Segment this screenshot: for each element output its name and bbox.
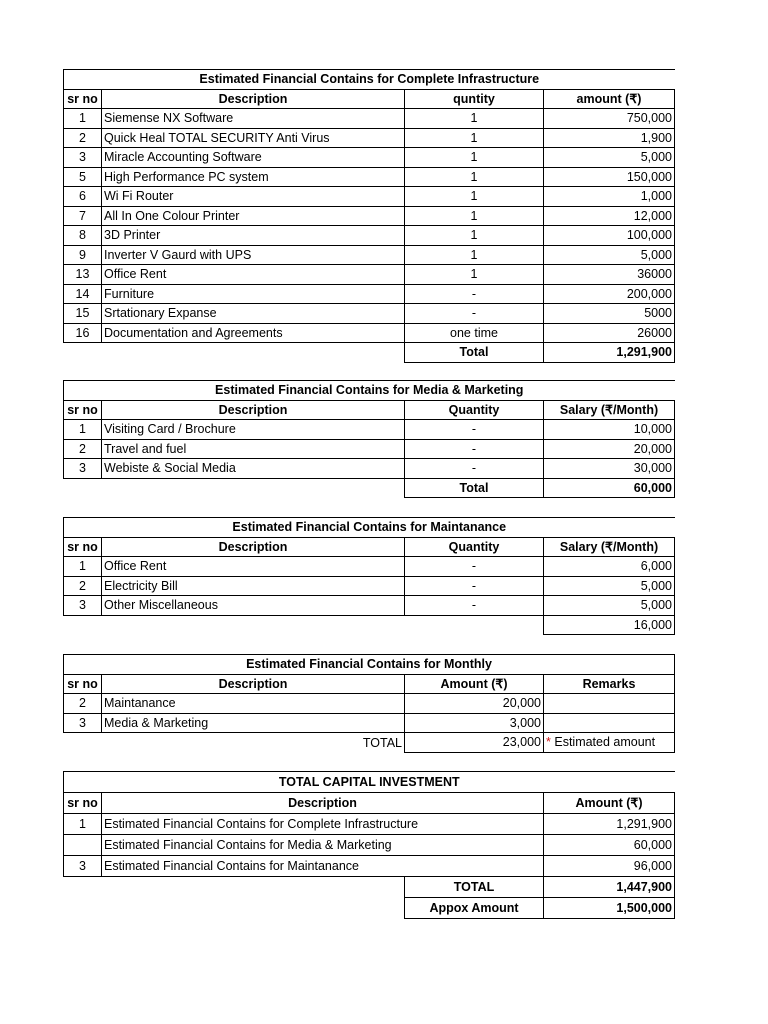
cell-sr-no: 2 [64,439,102,459]
cell-sr-no: 3 [64,713,102,733]
cell-amount: 200,000 [544,284,675,304]
col-header-sr-no: sr no [64,793,102,814]
cell-description: Miracle Accounting Software [102,148,405,168]
col-header-description: Description [102,400,405,420]
table-row [64,304,675,324]
cell-sr-no: 7 [64,206,102,226]
cell-sr-no: 3 [64,148,102,168]
cell-quantity: 1 [405,245,544,265]
table-row [64,420,675,440]
cell-amount: 100,000 [544,226,675,246]
total-value: 1,291,900 [544,343,675,363]
table-row [64,713,675,733]
col-header-amount: Amount (₹) [544,793,675,814]
cell-sr-no: 1 [64,814,102,835]
cell-amount: 1,900 [544,128,675,148]
maintenance-table [63,517,675,635]
cell-amount: 20,000 [405,694,544,714]
cell-amount: 1,291,900 [544,814,675,835]
cell-quantity: one time [405,323,544,343]
cell-description: Travel and fuel [102,439,405,459]
cell-sr-no: 3 [64,856,102,877]
cell-amount: 3,000 [405,713,544,733]
table-row [64,459,675,479]
cell-sr-no [64,835,102,856]
maintenance-title: Estimated Financial Contains for Maintanance [64,518,675,538]
cell-sr-no: 13 [64,265,102,285]
cell-description: Estimated Financial Contains for Maintanance [102,856,544,877]
table-row [64,109,675,129]
cell-quantity: - [405,459,544,479]
cell-amount: 26000 [544,323,675,343]
cell-salary: 10,000 [544,420,675,440]
cell-salary: 5,000 [544,576,675,596]
cell-salary: 6,000 [544,557,675,577]
cell-amount: 5,000 [544,245,675,265]
cell-sr-no: 1 [64,109,102,129]
cell-description: Office Rent [102,557,405,577]
total-value: 16,000 [544,615,675,635]
infrastructure-title: Estimated Financial Contains for Complete Infrastructure [64,70,675,90]
cell-quantity: 1 [405,167,544,187]
capital-investment-table [63,771,675,919]
cell-quantity: 1 [405,148,544,168]
media-marketing-table [63,380,675,498]
total-remark: Estimated amount [554,735,656,750]
col-header-sr-no: sr no [64,400,102,420]
cell-amount: 5000 [544,304,675,324]
cell-description: Estimated Financial Contains for Media & Marketing [102,835,544,856]
table-row [64,323,675,343]
total-label: Total [405,478,544,498]
col-header-sr-no: sr no [64,89,102,109]
table-row [64,576,675,596]
capital-investment-title: TOTAL CAPITAL INVESTMENT [64,772,675,793]
cell-sr-no: 2 [64,128,102,148]
cell-description: High Performance PC system [102,167,405,187]
cell-remarks [544,713,675,733]
cell-quantity: 1 [405,206,544,226]
cell-description: Documentation and Agreements [102,323,405,343]
table-row [64,856,675,877]
cell-quantity: 1 [405,187,544,207]
cell-description: 3D Printer [102,226,405,246]
total-remark-cell [544,733,675,753]
table-row [64,814,675,835]
table-row [64,284,675,304]
approx-amount-label: Appox Amount [405,898,544,919]
cell-remarks [544,694,675,714]
cell-amount: 36000 [544,265,675,285]
cell-sr-no: 6 [64,187,102,207]
total-label: Total [405,343,544,363]
col-header-description: Description [102,674,405,694]
cell-sr-no: 5 [64,167,102,187]
cell-quantity: 1 [405,128,544,148]
cell-sr-no: 9 [64,245,102,265]
cell-quantity: 1 [405,265,544,285]
cell-salary: 5,000 [544,596,675,616]
table-row [64,694,675,714]
total-value: 1,447,900 [544,877,675,898]
cell-amount: 1,000 [544,187,675,207]
cell-amount: 5,000 [544,148,675,168]
infrastructure-table [63,69,675,363]
cell-amount: 12,000 [544,206,675,226]
cell-amount: 150,000 [544,167,675,187]
table-row [64,167,675,187]
cell-description: Quick Heal TOTAL SECURITY Anti Virus [102,128,405,148]
cell-amount: 750,000 [544,109,675,129]
cell-description: Visiting Card / Brochure [102,420,405,440]
col-header-description: Description [102,793,544,814]
cell-quantity: - [405,420,544,440]
cell-sr-no: 1 [64,420,102,440]
total-value: 60,000 [544,478,675,498]
col-header-sr-no: sr no [64,674,102,694]
cell-description: Siemense NX Software [102,109,405,129]
cell-quantity: - [405,557,544,577]
cell-sr-no: 1 [64,557,102,577]
col-header-amount: Amount (₹) [405,674,544,694]
cell-amount: 96,000 [544,856,675,877]
table-row [64,226,675,246]
cell-description: Webiste & Social Media [102,459,405,479]
col-header-quantity: Quantity [405,400,544,420]
cell-amount: 60,000 [544,835,675,856]
cell-description: Other Miscellaneous [102,596,405,616]
cell-description: All In One Colour Printer [102,206,405,226]
cell-sr-no: 2 [64,576,102,596]
cell-sr-no: 3 [64,596,102,616]
table-row [64,596,675,616]
col-header-quantity: quntity [405,89,544,109]
table-row [64,206,675,226]
table-row [64,835,675,856]
cell-sr-no: 15 [64,304,102,324]
table-row [64,557,675,577]
col-header-remarks: Remarks [544,674,675,694]
cell-sr-no: 3 [64,459,102,479]
cell-description: Inverter V Gaurd with UPS [102,245,405,265]
table-row [64,187,675,207]
cell-quantity: - [405,596,544,616]
col-header-sr-no: sr no [64,537,102,557]
approx-amount-value: 1,500,000 [544,898,675,919]
cell-description: Wi Fi Router [102,187,405,207]
col-header-amount: amount (₹) [544,89,675,109]
cell-quantity: - [405,304,544,324]
table-row [64,148,675,168]
cell-quantity: - [405,439,544,459]
col-header-description: Description [102,537,405,557]
cell-description: Furniture [102,284,405,304]
cell-quantity: - [405,284,544,304]
cell-sr-no: 2 [64,694,102,714]
total-label: TOTAL [405,877,544,898]
cell-sr-no: 16 [64,323,102,343]
cell-description: Office Rent [102,265,405,285]
col-header-salary: Salary (₹/Month) [544,537,675,557]
monthly-title: Estimated Financial Contains for Monthly [64,655,675,675]
cell-description: Media & Marketing [102,713,405,733]
col-header-salary: Salary (₹/Month) [544,400,675,420]
cell-salary: 30,000 [544,459,675,479]
asterisk-mark: * [546,735,551,750]
cell-sr-no: 8 [64,226,102,246]
cell-description: Maintanance [102,694,405,714]
total-value: 23,000 [405,733,544,753]
cell-salary: 20,000 [544,439,675,459]
cell-quantity: 1 [405,226,544,246]
media-marketing-title: Estimated Financial Contains for Media & Marketing [64,381,675,401]
col-header-description: Description [102,89,405,109]
cell-description: Estimated Financial Contains for Complete Infrastructure [102,814,544,835]
table-row [64,439,675,459]
monthly-table [63,654,675,753]
table-row [64,265,675,285]
cell-sr-no: 14 [64,284,102,304]
total-label: TOTAL [362,735,402,750]
cell-quantity: 1 [405,109,544,129]
cell-description: Srtationary Expanse [102,304,405,324]
table-row [64,245,675,265]
table-row [64,128,675,148]
cell-quantity: - [405,576,544,596]
cell-description: Electricity Bill [102,576,405,596]
col-header-quantity: Quantity [405,537,544,557]
